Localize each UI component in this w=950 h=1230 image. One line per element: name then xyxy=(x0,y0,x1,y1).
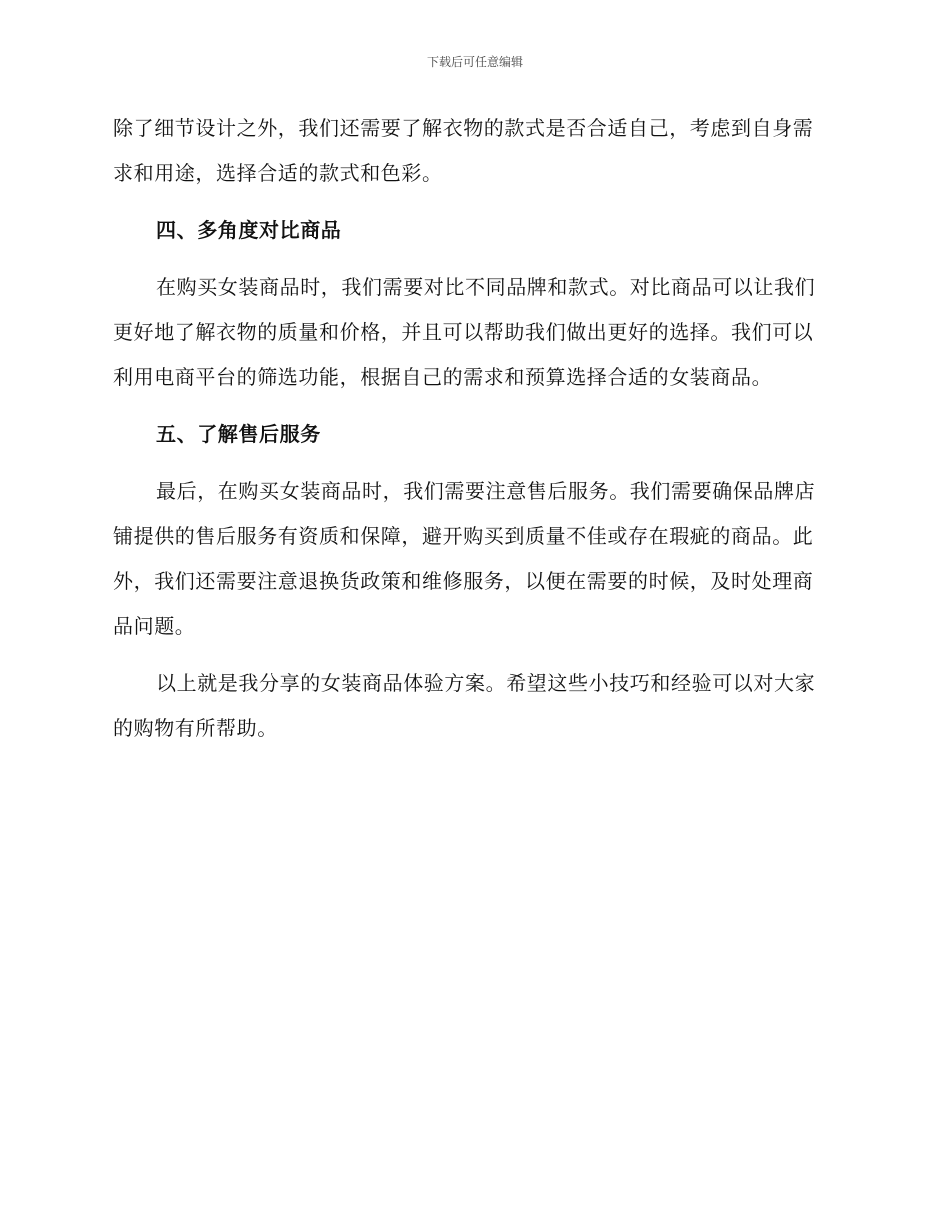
paragraph-after-sales: 最后，在购买女装商品时，我们需要注意售后服务。我们需要确保品牌店铺提供的售后服务有资质和保障，避开购买到质量不佳或存在瑕疵的商品。此外，我们还需要注意退换货政策和维修服务，以便在需要的时候，及时处理商品问题。 xyxy=(113,479,816,638)
document-body xyxy=(113,106,833,751)
paragraph-compare-products: 在购买女装商品时，我们需要对比不同品牌和款式。对比商品可以让我们更好地了解衣物的质量和价格，并且可以帮助我们做出更好的选择。我们可以利用电商平台的筛选功能，根据自己的需求和预算选择合适的女装商品。 xyxy=(113,275,816,389)
section-heading-compare-products: 四、多角度对比商品 xyxy=(156,218,342,242)
paragraph-style-advice: 除了细节设计之外，我们还需要了解衣物的款式是否合适自己，考虑到自身需求和用途，选择合适的款式和色彩。 xyxy=(113,116,814,185)
section-heading-after-sales: 五、了解售后服务 xyxy=(156,422,321,446)
paragraph-conclusion: 以上就是我分享的女装商品体验方案。希望这些小技巧和经验可以对大家的购物有所帮助。 xyxy=(113,671,816,740)
header-note: 下载后可任意编辑 xyxy=(426,55,523,69)
